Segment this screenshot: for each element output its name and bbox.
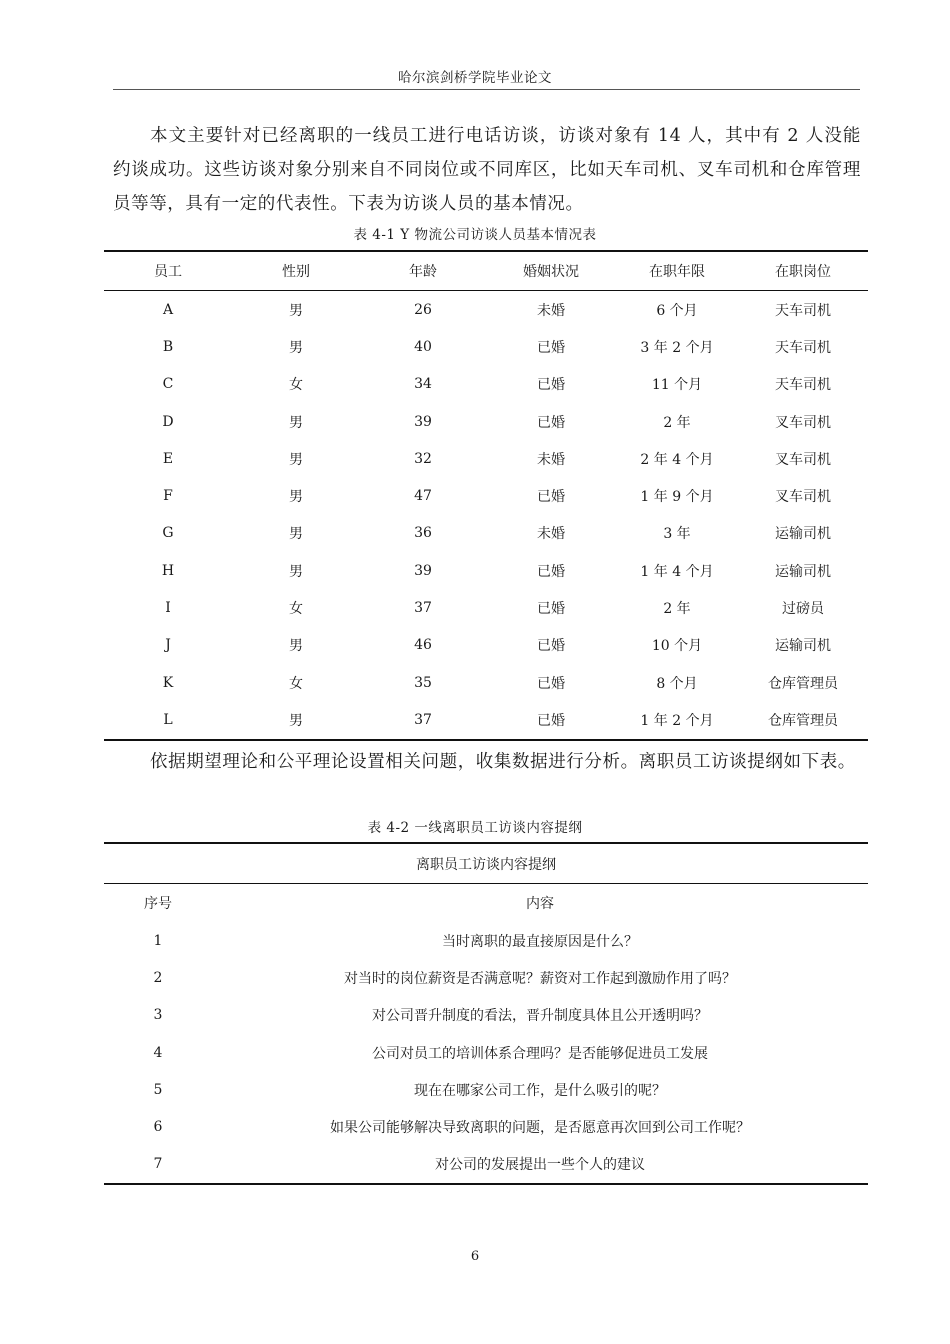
table-cell: 女 xyxy=(289,675,303,692)
table-cell: 4 xyxy=(153,1044,163,1061)
table-row xyxy=(104,477,868,514)
table-cell: E xyxy=(162,450,174,467)
table-cell: 女 xyxy=(289,601,303,618)
table-cell: 当时离职的最直接原因是什么？ xyxy=(442,933,638,950)
table-cell: 47 xyxy=(414,488,432,505)
page-number: 6 xyxy=(470,1249,480,1264)
table-cell: 已婚 xyxy=(537,414,565,431)
table1-header-cell: 员工 xyxy=(104,251,232,291)
table-cell: 天车司机 xyxy=(775,377,831,394)
table-row xyxy=(104,959,868,996)
table-cell: 26 xyxy=(414,301,432,318)
table-cell: 1 年 4 个月 xyxy=(640,563,714,580)
table-cell: 对公司的发展提出一些个人的建议 xyxy=(435,1157,645,1174)
table-cell: 39 xyxy=(414,562,432,579)
table-cell: 36 xyxy=(414,525,432,542)
table-cell: 1 年 2 个月 xyxy=(640,712,714,729)
table-row xyxy=(104,922,868,959)
table-cell: H xyxy=(161,562,175,579)
table-cell: 男 xyxy=(289,712,303,729)
table-cell: 已婚 xyxy=(537,563,565,580)
table-cell: J xyxy=(165,637,171,654)
table-cell: 7 xyxy=(153,1156,163,1173)
table-cell: 过磅员 xyxy=(782,601,824,618)
table-cell: 天车司机 xyxy=(775,339,831,356)
table-cell: 34 xyxy=(414,376,432,393)
interviewee-table xyxy=(104,250,868,741)
table-row xyxy=(104,997,868,1034)
table-cell: I xyxy=(165,600,171,617)
table-cell: 已婚 xyxy=(537,601,565,618)
table1-header-row xyxy=(104,251,868,291)
table-row xyxy=(104,1108,868,1145)
table-cell: 男 xyxy=(289,489,303,506)
table-cell: C xyxy=(162,376,174,393)
table-cell: 10 个月 xyxy=(651,638,703,655)
table-row xyxy=(104,1146,868,1184)
table2-span-header: 离职员工访谈内容提纲 xyxy=(104,843,868,884)
table-row xyxy=(104,627,868,664)
table-cell: 39 xyxy=(414,413,432,430)
table-cell: B xyxy=(162,338,174,355)
table-row xyxy=(104,1071,868,1108)
table-cell: 女 xyxy=(289,377,303,394)
table-cell: 5 xyxy=(153,1081,163,1098)
table-cell: 运输司机 xyxy=(775,563,831,580)
table-cell: 3 xyxy=(153,1007,163,1024)
table-cell: 对公司晋升制度的看法，晋升制度具体且公开透明吗？ xyxy=(372,1008,708,1025)
table-row xyxy=(104,701,868,739)
table-cell: L xyxy=(163,711,173,728)
table2-header-cell: 内容 xyxy=(526,896,554,912)
interview-outline-table xyxy=(104,842,868,1185)
table-cell: 46 xyxy=(414,637,432,654)
table-cell: 男 xyxy=(289,526,303,543)
table-cell: 35 xyxy=(414,674,432,691)
table-cell: 天车司机 xyxy=(775,302,831,319)
table-cell: 3 年 2 个月 xyxy=(640,339,714,356)
table-cell: 如果公司能够解决导致离职的问题，是否愿意再次回到公司工作呢？ xyxy=(330,1120,750,1137)
table-cell: 对当时的岗位薪资是否满意呢？薪资对工作起到激励作用了吗？ xyxy=(344,970,736,987)
table-row xyxy=(104,515,868,552)
table2-caption: 表 4-2 一线离职员工访谈内容提纲 xyxy=(367,820,583,836)
table-cell: A xyxy=(162,301,174,318)
table-cell: 32 xyxy=(414,450,432,467)
table2-header-cell: 序号 xyxy=(144,896,172,912)
table-cell: K xyxy=(162,674,174,691)
table-cell: 现在在哪家公司工作，是什么吸引的呢？ xyxy=(414,1082,666,1099)
table1-header-cell: 在职岗位 xyxy=(738,251,868,291)
table-cell: 男 xyxy=(289,339,303,356)
table-row xyxy=(104,366,868,403)
table-cell: 37 xyxy=(414,711,432,728)
table-cell: 男 xyxy=(289,563,303,580)
table-cell: 男 xyxy=(289,302,303,319)
table-cell: 1 xyxy=(153,932,163,949)
table-cell: 2 xyxy=(153,969,163,986)
table1-header-cell: 在职年限 xyxy=(616,251,738,291)
table-row xyxy=(104,552,868,589)
outline-intro-paragraph: 依据期望理论和公平理论设置相关问题，收集数据进行分析。离职员工访谈提纲如下表。 xyxy=(150,752,856,772)
table2-span-header-row xyxy=(104,843,868,884)
table-cell: 8 个月 xyxy=(656,675,698,692)
table-row xyxy=(104,440,868,477)
running-header: 哈尔滨剑桥学院毕业论文 xyxy=(398,70,552,86)
table-cell: 未婚 xyxy=(537,526,565,543)
table-cell: F xyxy=(163,488,173,505)
table-cell: 2 年 4 个月 xyxy=(640,451,714,468)
table-cell: 已婚 xyxy=(537,489,565,506)
table-cell: 叉车司机 xyxy=(775,451,831,468)
table-cell: 男 xyxy=(289,638,303,655)
table-cell: 已婚 xyxy=(537,638,565,655)
table-cell: 仓库管理员 xyxy=(768,675,838,692)
table-row xyxy=(104,403,868,440)
table-cell: 男 xyxy=(289,451,303,468)
table-cell: 叉车司机 xyxy=(775,414,831,431)
table-row xyxy=(104,291,868,329)
table-cell: 运输司机 xyxy=(775,638,831,655)
table-cell: D xyxy=(162,413,174,430)
table-cell: 6 个月 xyxy=(656,302,698,319)
table-cell: 40 xyxy=(414,338,432,355)
table-cell: 2 年 xyxy=(663,414,691,431)
table-cell: 已婚 xyxy=(537,339,565,356)
table-cell: 运输司机 xyxy=(775,526,831,543)
table-cell: 仓库管理员 xyxy=(768,712,838,729)
table-row xyxy=(104,328,868,365)
table-cell: 叉车司机 xyxy=(775,489,831,506)
table-cell: G xyxy=(162,525,174,542)
intro-paragraph: 本文主要针对已经离职的一线员工进行电话访谈，访谈对象有 14 人，其中有 2 人没能约谈成功。这些访谈对象分别来自不同岗位或不同库区，比如天车司机、叉车司机和仓库管理员等等，具有一定的代表性。下表为访谈人员的基本情况。 xyxy=(113,126,861,214)
table1-caption: 表 4-1 Y 物流公司访谈人员基本情况表 xyxy=(353,227,597,243)
table1-header-cell: 婚姻状况 xyxy=(486,251,616,291)
table-cell: 已婚 xyxy=(537,377,565,394)
table1-header-cell: 年龄 xyxy=(360,251,486,291)
table-cell: 已婚 xyxy=(537,675,565,692)
table1-header-cell: 性别 xyxy=(232,251,360,291)
table-row xyxy=(104,589,868,626)
table-cell: 11 个月 xyxy=(651,377,703,394)
table-cell: 2 年 xyxy=(663,601,691,618)
table-cell: 未婚 xyxy=(537,451,565,468)
table2-header-row xyxy=(104,884,868,923)
table-row xyxy=(104,1034,868,1071)
table-cell: 公司对员工的培训体系合理吗？是否能够促进员工发展 xyxy=(372,1045,708,1062)
table-cell: 1 年 9 个月 xyxy=(640,489,714,506)
table-cell: 未婚 xyxy=(537,302,565,319)
table-cell: 3 年 xyxy=(663,526,691,543)
table-cell: 37 xyxy=(414,600,432,617)
table-cell: 6 xyxy=(153,1119,163,1136)
table-cell: 已婚 xyxy=(537,712,565,729)
table-cell: 男 xyxy=(289,414,303,431)
table-row xyxy=(104,664,868,701)
header-divider xyxy=(113,89,860,90)
